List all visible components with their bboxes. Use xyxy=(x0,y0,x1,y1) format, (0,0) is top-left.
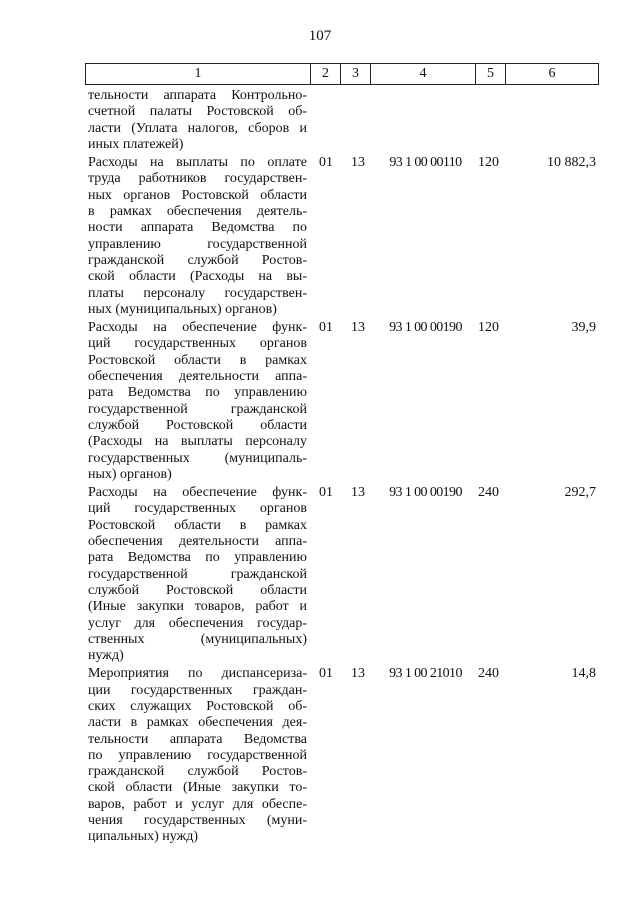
header-col-6: 6 xyxy=(506,64,599,85)
table-row xyxy=(88,153,596,318)
description-line: по управлению государственной xyxy=(88,747,307,763)
description-line: Расходы на обеспечение функ- xyxy=(88,320,307,336)
description-line: государственной гражданской xyxy=(88,566,307,582)
description-line: ности аппарата Ведомства по xyxy=(88,220,307,236)
subsection-code: 13 xyxy=(351,320,365,336)
row-description xyxy=(88,155,307,318)
description-line: Ростовской области в рамках xyxy=(88,352,307,368)
description-line: иных платежей) xyxy=(88,136,184,152)
page-number: 107 xyxy=(308,28,332,44)
section-code: 01 xyxy=(319,666,333,682)
description-line: ласти (Уплата налогов, сборов и xyxy=(88,120,307,136)
description-line: ской области (Расходы на вы- xyxy=(88,269,307,285)
description-line: ций государственных органов xyxy=(88,501,307,517)
header-col-4: 4 xyxy=(371,64,476,85)
amount: 292,7 xyxy=(564,485,596,501)
section-code: 01 xyxy=(319,320,333,336)
subsection-code: 13 xyxy=(351,155,365,171)
description-line: ской области (Иные закупки то- xyxy=(88,780,307,796)
description-line: (Иные закупки товаров, работ и xyxy=(88,599,307,615)
table-row xyxy=(88,318,596,483)
description-line: услуг для обеспечения государ- xyxy=(88,615,307,631)
description-line: ственных (муниципальных) xyxy=(88,631,307,647)
description-line: государственных (муниципаль- xyxy=(88,450,307,466)
target-article-code: 93 1 00 00190 xyxy=(389,320,462,336)
header-col-3: 3 xyxy=(341,64,371,85)
description-line: труда работников государствен- xyxy=(88,171,307,187)
row-description xyxy=(88,485,307,664)
description-line: обеспечения деятельности аппа- xyxy=(88,534,307,550)
description-line: государственной гражданской xyxy=(88,401,307,417)
amount: 14,8 xyxy=(571,666,596,682)
header-col-2: 2 xyxy=(311,64,341,85)
description-line: гражданской службой Ростов- xyxy=(88,764,307,780)
description-line: Ростовской области в рамках xyxy=(88,517,307,533)
header-col-5: 5 xyxy=(476,64,506,85)
description-line: ных (муниципальных) органов) xyxy=(88,301,277,317)
description-line: варов, работ и услуг для обеспе- xyxy=(88,796,307,812)
description-line: ных органов Ростовской области xyxy=(88,187,307,203)
description-line: ции государственных граждан- xyxy=(88,682,307,698)
description-line: платы персоналу государствен- xyxy=(88,285,307,301)
description-line: службой Ростовской области xyxy=(88,417,307,433)
table-row xyxy=(88,86,307,153)
section-code: 01 xyxy=(319,155,333,171)
target-article-code: 93 1 00 00190 xyxy=(389,485,462,501)
table-body xyxy=(88,86,596,846)
table-header xyxy=(85,63,599,85)
description-line: тельности аппарата Ведомства xyxy=(88,731,307,747)
table-row xyxy=(88,664,596,845)
target-article-code: 93 1 00 21010 xyxy=(389,666,462,682)
description-line: рата Ведомства по управлению xyxy=(88,385,307,401)
row-description xyxy=(88,666,307,845)
description-line: ласти в рамках обеспечения дея- xyxy=(88,715,307,731)
subsection-code: 13 xyxy=(351,666,365,682)
description-line: Расходы на обеспечение функ- xyxy=(88,485,307,501)
description-line: ских служащих Ростовской об- xyxy=(88,698,307,714)
description-line: гражданской службой Ростов- xyxy=(88,252,307,268)
subsection-code: 13 xyxy=(351,485,365,501)
description-line: Расходы на выплаты по оплате xyxy=(88,155,307,171)
table-row xyxy=(88,483,596,664)
target-article-code: 93 1 00 00110 xyxy=(389,155,462,171)
section-code: 01 xyxy=(319,485,333,501)
description-line: чения государственных (муни- xyxy=(88,813,307,829)
row-description xyxy=(88,88,307,153)
description-line: тельности аппарата Контрольно- xyxy=(88,88,307,103)
header-col-1: 1 xyxy=(86,64,311,85)
description-line: ципальных) нужд) xyxy=(88,829,199,845)
description-line: нужд) xyxy=(88,648,124,664)
description-line: рата Ведомства по управлению xyxy=(88,550,307,566)
description-line: службой Ростовской области xyxy=(88,582,307,598)
description-line: ций государственных органов xyxy=(88,336,307,352)
description-line: обеспечения деятельности аппа- xyxy=(88,369,307,385)
expense-type-code: 240 xyxy=(478,485,499,501)
expense-type-code: 120 xyxy=(478,155,499,171)
description-line: (Расходы на выплаты персоналу xyxy=(88,434,307,450)
row-description xyxy=(88,320,307,483)
description-line: Мероприятия по диспансериза- xyxy=(88,666,307,682)
expense-type-code: 240 xyxy=(478,666,499,682)
description-line: счетной палаты Ростовской об- xyxy=(88,104,307,120)
amount: 39,9 xyxy=(571,320,596,336)
expense-type-code: 120 xyxy=(478,320,499,336)
description-line: в рамках обеспечения деятель- xyxy=(88,204,307,220)
amount: 10 882,3 xyxy=(547,155,596,171)
description-line: ных) органов) xyxy=(88,466,172,482)
description-line: управлению государственной xyxy=(88,236,307,252)
